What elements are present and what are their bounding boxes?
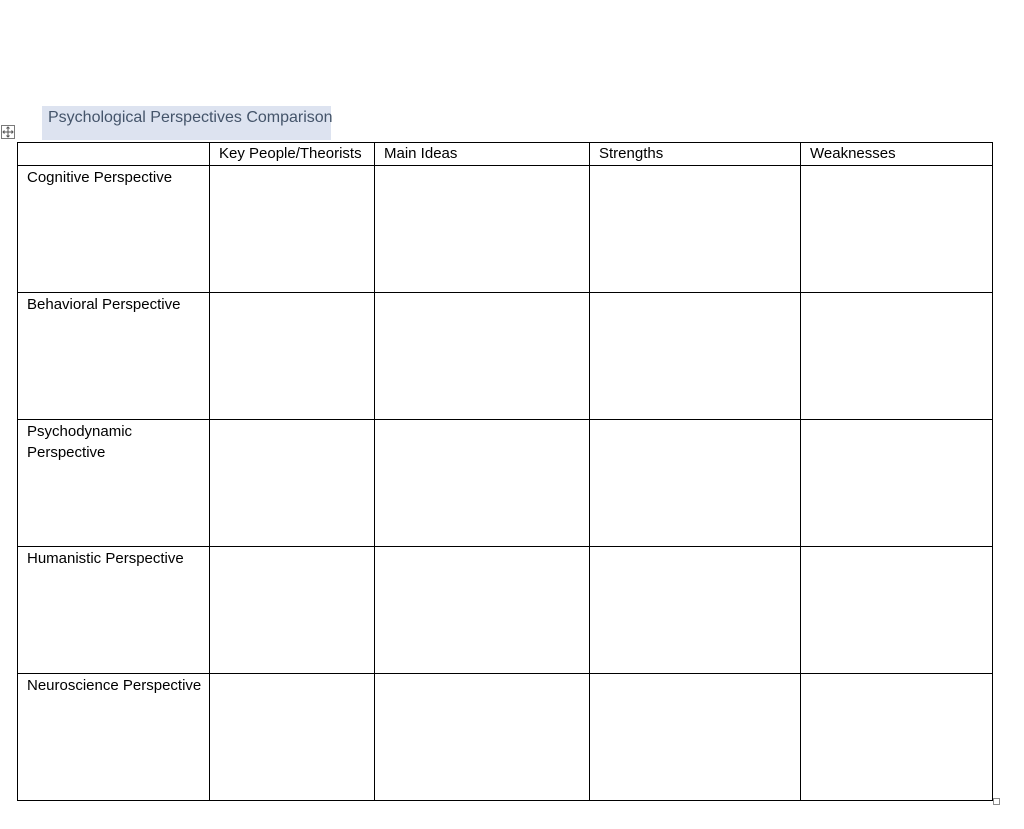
perspectives-table xyxy=(17,142,993,801)
table-row xyxy=(18,166,993,293)
cell-neuroscience-key-people[interactable] xyxy=(210,674,375,801)
header-cell-key-people[interactable]: Key People/Theorists xyxy=(210,143,375,166)
cell-neuroscience-main-ideas[interactable] xyxy=(375,674,590,801)
row-label-behavioral[interactable]: Behavioral Perspective xyxy=(18,293,210,420)
table-row xyxy=(18,293,993,420)
cell-neuroscience-strengths[interactable] xyxy=(590,674,801,801)
cell-humanistic-key-people[interactable] xyxy=(210,547,375,674)
header-cell-corner[interactable] xyxy=(18,143,210,166)
row-label-cognitive[interactable]: Cognitive Perspective xyxy=(18,166,210,293)
header-cell-strengths[interactable]: Strengths xyxy=(590,143,801,166)
cell-humanistic-strengths[interactable] xyxy=(590,547,801,674)
cell-cognitive-key-people[interactable] xyxy=(210,166,375,293)
cell-psychodynamic-main-ideas[interactable] xyxy=(375,420,590,547)
table-row xyxy=(18,674,993,801)
cell-cognitive-weaknesses[interactable] xyxy=(801,166,993,293)
cell-psychodynamic-key-people[interactable] xyxy=(210,420,375,547)
cell-cognitive-main-ideas[interactable] xyxy=(375,166,590,293)
table-row xyxy=(18,420,993,547)
table-row xyxy=(18,547,993,674)
table-resize-handle-icon[interactable] xyxy=(993,798,1000,805)
cell-humanistic-weaknesses[interactable] xyxy=(801,547,993,674)
cell-psychodynamic-strengths[interactable] xyxy=(590,420,801,547)
cell-neuroscience-weaknesses[interactable] xyxy=(801,674,993,801)
header-cell-main-ideas[interactable]: Main Ideas xyxy=(375,143,590,166)
cell-behavioral-weaknesses[interactable] xyxy=(801,293,993,420)
header-cell-weaknesses[interactable]: Weaknesses xyxy=(801,143,993,166)
row-label-neuroscience[interactable]: Neuroscience Perspective xyxy=(18,674,210,801)
cell-cognitive-strengths[interactable] xyxy=(590,166,801,293)
cell-behavioral-strengths[interactable] xyxy=(590,293,801,420)
document-title[interactable]: Psychological Perspectives Comparison xyxy=(42,106,331,140)
row-label-psychodynamic[interactable]: Psychodynamic Perspective xyxy=(18,420,210,547)
row-label-humanistic[interactable]: Humanistic Perspective xyxy=(18,547,210,674)
table-header-row xyxy=(18,143,993,166)
cell-behavioral-key-people[interactable] xyxy=(210,293,375,420)
cell-psychodynamic-weaknesses[interactable] xyxy=(801,420,993,547)
cell-humanistic-main-ideas[interactable] xyxy=(375,547,590,674)
table-move-handle-icon[interactable] xyxy=(1,125,15,139)
cell-behavioral-main-ideas[interactable] xyxy=(375,293,590,420)
move-icon xyxy=(2,126,14,138)
